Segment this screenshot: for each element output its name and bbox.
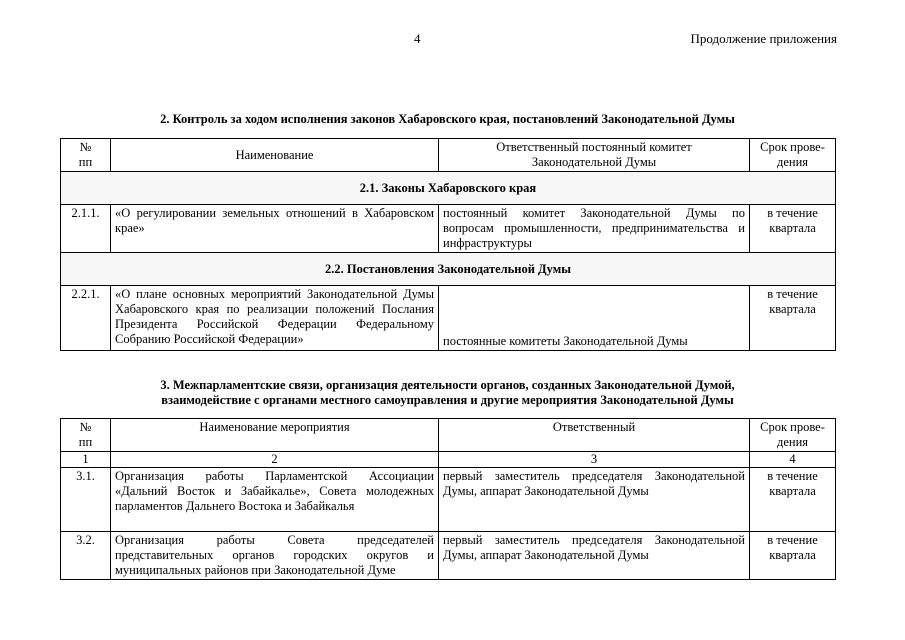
row-responsible: первый заместитель председателя Законодательной Думы, аппарат Законодательной Думы [439, 532, 750, 580]
row-committee: постоянный комитет Законодательной Думы по вопросам промышленности, предпринимательства и инфраструктуры [439, 205, 750, 253]
header-committee-line1: Ответственный постоянный комитет [496, 140, 692, 154]
header-responsible: Ответственный [439, 419, 750, 452]
table-header-row [61, 419, 836, 452]
table-row [61, 468, 836, 532]
section3-title [60, 378, 835, 408]
row-term-line2: квартала [769, 302, 816, 316]
row-term-line2: квартала [769, 221, 816, 235]
header-term-line2: дения [776, 435, 809, 449]
row-num: 2.1.1. [61, 205, 111, 253]
section2-table [60, 138, 836, 351]
row-name: Организация работы Парламентской Ассоциации «Дальний Восток и Забайкалье», Совета молодежных парламентов Дальнего Востока и Забайкалья [111, 468, 439, 532]
row-responsible: первый заместитель председателя Законодательной Думы, аппарат Законодательной Думы [439, 468, 750, 532]
section3-title-line1: 3. Межпарламентские связи, организация деятельности органов, созданных Законодательной Думой, [160, 378, 735, 392]
header-num-line2: пп [78, 435, 93, 449]
row-term-line2: квартала [769, 484, 816, 498]
row-term [750, 532, 836, 580]
row-term-line1: в течение [767, 469, 818, 483]
header-committee-line2: Законодательной Думы [531, 155, 657, 169]
col-number-3: 3 [439, 452, 750, 468]
header-committee [439, 139, 750, 172]
row-name: Организация работы Совета председателей представительных органов городских округов и муниципальных районов при Законодательной Думе [111, 532, 439, 580]
header-term-line1: Срок прове- [760, 420, 825, 434]
row-term-line2: квартала [769, 548, 816, 562]
continuation-label: Продолжение приложения [690, 31, 837, 46]
subheading-resolutions: 2.2. Постановления Законодательной Думы [61, 253, 836, 286]
header-name: Наименование [111, 139, 439, 172]
row-name: «О плане основных мероприятий Законодательной Думы Хабаровского края по реализации положений Послания Президента Российской Федерации Федеральному Собранию Российской Федерации» [111, 286, 439, 351]
col-number-4: 4 [750, 452, 836, 468]
row-num: 3.1. [61, 468, 111, 532]
row-term-line1: в течение [767, 287, 818, 301]
header-term-line1: Срок прове- [760, 140, 825, 154]
header-term [750, 139, 836, 172]
row-term [750, 286, 836, 351]
row-term [750, 468, 836, 532]
subheading-row [61, 253, 836, 286]
header-num-line2: пп [78, 155, 93, 169]
col-number-2: 2 [111, 452, 439, 468]
table-header-row [61, 139, 836, 172]
column-number-row [61, 452, 836, 468]
section2-title: 2. Контроль за ходом исполнения законов Хабаровского края, постановлений Законодательной Думы [160, 112, 735, 126]
section3-table [60, 418, 836, 580]
table-row [61, 532, 836, 580]
subheading-laws: 2.1. Законы Хабаровского края [61, 172, 836, 205]
header-term-line2: дения [776, 155, 809, 169]
row-name: «О регулировании земельных отношений в Хабаровском крае» [111, 205, 439, 253]
header-num-line1: № [79, 140, 92, 154]
row-committee: постоянные комитеты Законодательной Думы [439, 286, 750, 351]
header-term [750, 419, 836, 452]
section3-title-line2: взаимодействие с органами местного самоуправления и другие мероприятия Законодательной Думы [161, 393, 734, 407]
row-term-line1: в течение [767, 206, 818, 220]
row-num: 3.2. [61, 532, 111, 580]
col-number-1: 1 [61, 452, 111, 468]
row-term-line1: в течение [767, 533, 818, 547]
header-num [61, 419, 111, 452]
table-row [61, 205, 836, 253]
page-number: 4 [414, 31, 421, 46]
row-term [750, 205, 836, 253]
row-num: 2.2.1. [61, 286, 111, 351]
table-row [61, 286, 836, 351]
header-name: Наименование мероприятия [111, 419, 439, 452]
header-num-line1: № [79, 420, 92, 434]
subheading-row [61, 172, 836, 205]
header-num [61, 139, 111, 172]
